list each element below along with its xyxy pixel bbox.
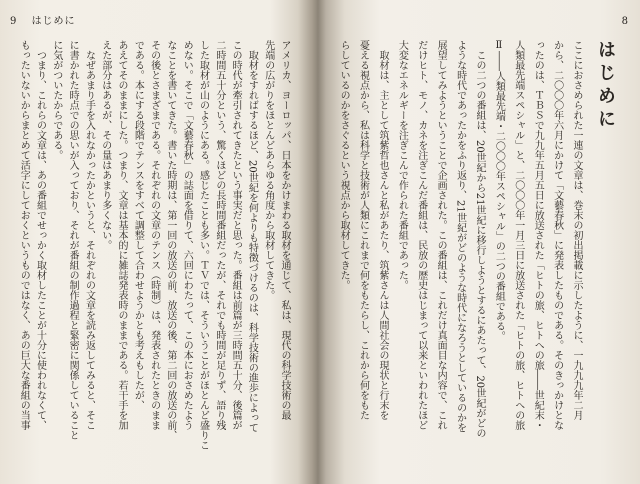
text-line: 大変なエネルギーを注ぎこんで作られた番組であった。: [396, 40, 408, 290]
page-number: 8: [621, 16, 628, 27]
running-head: [10, 12, 76, 27]
text-line: 人類最先端スペシャル」と、二〇〇〇年一月三日に放送された「ヒトの旅、ヒトへの旅: [512, 40, 524, 430]
text-line: らしているのかをさぐるという視点から取材してきた。: [338, 40, 350, 290]
left-page: [0, 0, 318, 484]
text-line: 先端の広がりをほとんどあらゆる角度から取材してきた。: [262, 40, 274, 300]
text-line: 取材をすればするほど、20世紀を何よりも特徴づけるのは、科学技術の進歩によって: [246, 40, 258, 433]
text-line: めない。そこで「文藝春秋」の誌面を借りて、六回にわたって、この本におさめたよう: [181, 40, 193, 430]
text-line: した取材が山のようにある。感じたことも多い。ＴＶでは、そういうことがほとんど盛りこ: [197, 40, 209, 450]
text-line: つまり、これらの文章は、あの番組でせっかく取材したことが十分に使われなくて、: [34, 40, 46, 430]
text-line: から、二〇〇〇年六月にかけて「文藝春秋」に発表したものである。そのきっかけとな: [551, 40, 563, 430]
text-line: もったいないからまとめて活字にしておくというものではなく、あの巨大な番組の当事: [18, 40, 30, 430]
text-line: だけヒト、モノ、カネを注ぎこんだ番組は、民放の歴史はじまって以来といわれたほど: [415, 40, 427, 430]
text-line: である。本にする段階でテンスをすべて調整して合わせようかとも考えもしたが、: [132, 40, 144, 410]
text-line: 展望してみようということで企画された。この番組は、これだけ真面目な内容で、これ: [435, 40, 447, 430]
right-page-body: [334, 40, 586, 472]
text-line: あえてそのままにした。つまり、文章は基本的に雑誌発表時のままである。若干手を加: [116, 40, 128, 430]
text-line: この二つの番組は、20世紀から21世紀に移行しようとするにあたって、20世紀がどの: [473, 40, 485, 439]
right-page: [318, 0, 640, 484]
text-line: ったのは、ＴＢＳで九九年五月五日に放送された「ヒトの旅、ヒトへの旅――世紀末・: [532, 40, 544, 430]
text-line: アメリカ、ヨーロッパ、日本をかけまわる取材を通じて、私は、現代の科学技術の最: [279, 40, 290, 420]
text-line: ような時代であったかをふり返り、21世紀がどのような時代になろうとしているのかを: [454, 40, 466, 433]
left-page-body: [15, 40, 292, 472]
text-line: 二時間五十分という、驚くほどの長時間番組だったが、それでも時間が足りず、語り残: [213, 40, 225, 430]
page-number: 9: [10, 16, 18, 27]
text-line: なぜあまり手を入れなかったかというと、それぞれの文章を読み返してみると、そこ: [83, 40, 95, 430]
text-line: なことを書いてきた。書いた時期は、第一回の放送の前、放送の後、第二回の放送の前、: [164, 40, 176, 440]
text-line: に書かれた時点での思いが入っており、それが番組の制作過程と緊密に関係していること: [67, 40, 79, 440]
text-line: 憂える視点から、私は科学と技術が人類にこれまで何をもたらし、これから何をもた: [357, 40, 369, 420]
text-line: その後とさまざまである。それぞれの文章のテンス（時制）は、発表されたときのまま: [148, 40, 160, 430]
text-line: えた部分はあるが、その量はあまり多くない。: [99, 40, 111, 250]
text-line: に気がついたからである。: [50, 40, 62, 160]
text-line: Ⅱ――人類最先端・二〇〇〇年スペシャル」の二つの番組である。: [493, 40, 505, 341]
text-line: 取材は、主として筑紫哲也さんと私があたり、筑紫さんは人間社会の現状と行末を: [376, 40, 388, 420]
text-line: ここにおさめられた一連の文章は、巻末の初出掲載に示したように、一九九九年二月: [571, 40, 582, 420]
chapter-title: はじめに: [595, 40, 616, 132]
text-line: この時代が牽引されてきたという事実だと思った。番組は前篇が三時間五十分、後篇が: [230, 40, 242, 430]
running-head-title: はじめに: [31, 16, 76, 27]
